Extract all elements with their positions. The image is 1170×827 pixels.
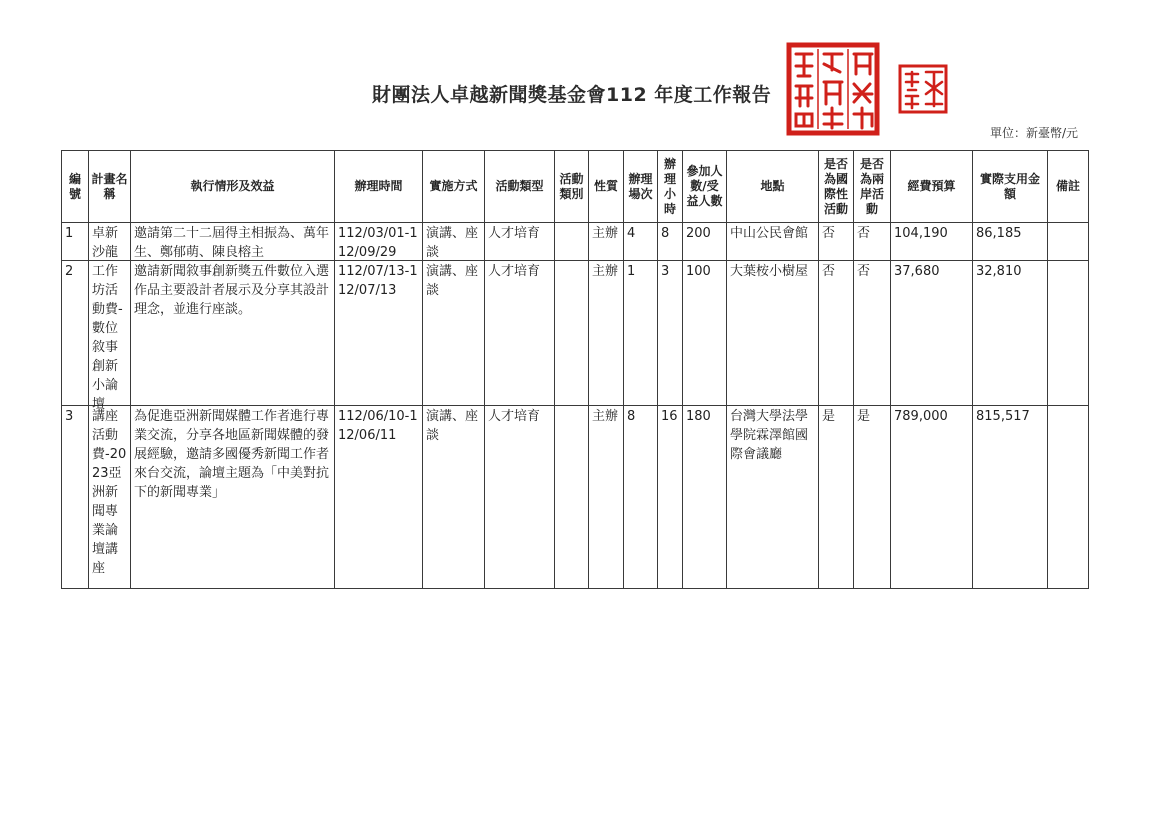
- cell-activity-category: [555, 406, 589, 589]
- table-row: [62, 261, 1089, 406]
- cell-remarks: [1048, 261, 1089, 406]
- cell-method: 演講、座談: [423, 223, 485, 261]
- cell-nature: 主辦: [589, 223, 624, 261]
- header-sessions: 辦理場次: [624, 151, 658, 223]
- cell-nature: 主辦: [589, 406, 624, 589]
- header-participants: 參加人數/受益人數: [683, 151, 727, 223]
- cell-execution: 為促進亞洲新聞媒體工作者進行專業交流，分享各地區新聞媒體的發展經驗，邀請多國優秀新聞工作者來台交流，論壇主題為「中美對抗下的新聞專業」: [131, 406, 335, 589]
- table-row: [62, 406, 1089, 589]
- header-plan-name: 計畫名稱: [89, 151, 131, 223]
- cell-international: 否: [819, 261, 854, 406]
- cell-remarks: [1048, 406, 1089, 589]
- cell-budget: 104,190: [891, 223, 973, 261]
- cell-sessions: 4: [624, 223, 658, 261]
- work-report-table: [61, 150, 1089, 589]
- header-location: 地點: [727, 151, 819, 223]
- cell-execution: 邀請第二十二屆得主相振為、萬年生、鄭郁萌、陳良榕主: [131, 223, 335, 261]
- header-period: 辦理時間: [335, 151, 423, 223]
- cell-location: 大葉桉小樹屋: [727, 261, 819, 406]
- cell-period: 112/07/13-112/07/13: [335, 261, 423, 406]
- cell-actual: 86,185: [973, 223, 1048, 261]
- header-activity-type: 活動類型: [485, 151, 555, 223]
- header-no: 編號: [62, 151, 89, 223]
- cell-location: 台灣大學法學學院霖澤館國際會議廳: [727, 406, 819, 589]
- cell-activity-type: 人才培育: [485, 261, 555, 406]
- header-international: 是否為國際性活動: [819, 151, 854, 223]
- header-activity-category: 活動類別: [555, 151, 589, 223]
- cell-execution: 邀請新聞敘事創新獎五件數位入選作品主要設計者展示及分享其設計理念，並進行座談。: [131, 261, 335, 406]
- header-method: 實施方式: [423, 151, 485, 223]
- person-seal: [898, 64, 948, 114]
- cell-period: 112/06/10-112/06/11: [335, 406, 423, 589]
- cell-hours: 3: [658, 261, 683, 406]
- cell-hours: 16: [658, 406, 683, 589]
- cell-actual: 815,517: [973, 406, 1048, 589]
- cell-activity-category: [555, 223, 589, 261]
- cell-location: 中山公民會館: [727, 223, 819, 261]
- header-remarks: 備註: [1048, 151, 1089, 223]
- cell-no: 1: [62, 223, 89, 261]
- cell-no: 2: [62, 261, 89, 406]
- header-actual: 實際支用金額: [973, 151, 1048, 223]
- header-cross-strait: 是否為兩岸活動: [854, 151, 891, 223]
- cell-activity-type: 人才培育: [485, 406, 555, 589]
- cell-remarks: [1048, 223, 1089, 261]
- header-hours: 辦理小時: [658, 151, 683, 223]
- table-header-row: [62, 151, 1089, 223]
- cell-hours: 8: [658, 223, 683, 261]
- cell-cross-strait: 是: [854, 406, 891, 589]
- cell-cross-strait: 否: [854, 223, 891, 261]
- cell-sessions: 8: [624, 406, 658, 589]
- cell-plan-name: 卓新沙龍: [89, 223, 131, 261]
- cell-participants: 200: [683, 223, 727, 261]
- cell-method: 演講、座談: [423, 406, 485, 589]
- cell-cross-strait: 否: [854, 261, 891, 406]
- cell-international: 否: [819, 223, 854, 261]
- cell-activity-category: [555, 261, 589, 406]
- report-title: 財團法人卓越新聞獎基金會112 年度工作報告: [372, 84, 772, 106]
- cell-method: 演講、座談: [423, 261, 485, 406]
- cell-plan-name: 講座活動費-2023亞洲新聞專業論壇講座: [89, 406, 131, 589]
- cell-sessions: 1: [624, 261, 658, 406]
- cell-participants: 100: [683, 261, 727, 406]
- cell-plan-name: 工作坊活動費-數位敘事創新小論壇: [89, 261, 131, 406]
- cell-budget: 37,680: [891, 261, 973, 406]
- header-execution: 執行情形及效益: [131, 151, 335, 223]
- cell-budget: 789,000: [891, 406, 973, 589]
- currency-unit: 單位：新臺幣/元: [990, 126, 1079, 140]
- cell-activity-type: 人才培育: [485, 223, 555, 261]
- cell-actual: 32,810: [973, 261, 1048, 406]
- cell-period: 112/03/01-112/09/29: [335, 223, 423, 261]
- cell-no: 3: [62, 406, 89, 589]
- cell-international: 是: [819, 406, 854, 589]
- foundation-seal: [786, 42, 880, 136]
- cell-nature: 主辦: [589, 261, 624, 406]
- header-nature: 性質: [589, 151, 624, 223]
- cell-participants: 180: [683, 406, 727, 589]
- table-row: [62, 223, 1089, 261]
- header-budget: 經費預算: [891, 151, 973, 223]
